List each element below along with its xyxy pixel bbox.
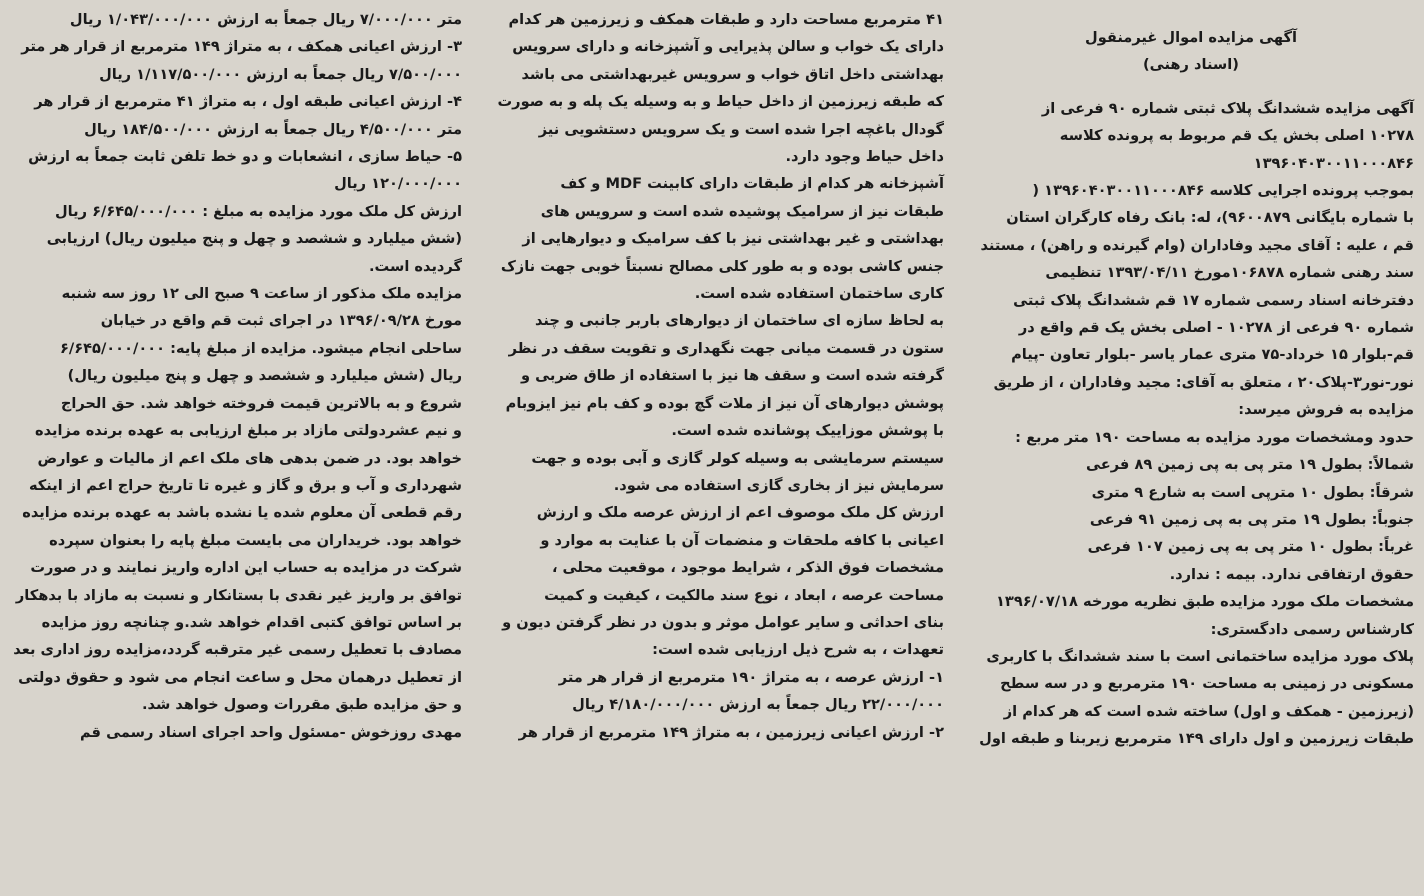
text-line: ۲۲/۰۰۰/۰۰۰ ریال جمعاً به ارزش ۴/۱۸۰/۰۰۰/۰۰۰ ریال (572, 696, 944, 714)
headline-subtitle: (اسناد رهنی) (1143, 56, 1239, 74)
text-line: (زیرزمین - همکف و اول) ساخته شده است که هر کدام از (1003, 702, 1414, 720)
text-line: مشخصات فوق الذکر ، شرایط موجود ، موقعیت محلی ، (551, 559, 944, 577)
text-line: حدود ومشخصات مورد مزایده به مساحت ۱۹۰ متر مربع : (1015, 428, 1414, 446)
column-left (0, 0, 472, 896)
column-middle-body (486, 6, 944, 746)
text-line: از تعطیل درهمان محل و ساعت انجام می شود و حقوق دولتی (18, 668, 462, 686)
text-line: ۱۳۹۶۰۴۰۳۰۰۱۱۰۰۰۸۴۶ (1253, 154, 1414, 172)
text-line: بر اساس توافق کتبی اقدام خواهد شد.و چنانچه روز مزایده (41, 613, 462, 631)
column-right-body (968, 95, 1414, 753)
text-line: متر ۴/۵۰۰/۰۰۰ ریال جمعاً به ارزش ۱۸۴/۵۰۰/۰۰۰ ریال (84, 120, 462, 138)
text-line: دارای یک خواب و سالن پذیرایی و آشپزخانه و دارای سرویس (512, 38, 944, 56)
text-line: ارزش کل ملک مورد مزایده به مبلغ : ۶/۶۴۵/۰۰۰/۰۰۰ ریال (54, 202, 462, 220)
text-line: بهداشتی و غیر بهداشتی نیز با کف سرامیک و دیوارهایی از (522, 230, 944, 248)
text-line: پوشش دیوارهای آن نیز از ملات گچ بوده و کف بام نیز ایزوبام (505, 394, 944, 412)
text-line: شماره ۹۰ فرعی از ۱۰۲۷۸ - اصلی بخش یک قم واقع در (1018, 319, 1414, 337)
text-line: رقم قطعی آن معلوم شده یا نشده باشد به عهده برنده مزایده (22, 504, 462, 522)
text-line: به لحاظ سازه ای ساختمان از دیوارهای باربر جانبی و چند (534, 312, 944, 330)
text-line: غرباً: بطول ۱۰ متر پی به پی زمین ۱۰۷ فرعی (1087, 538, 1414, 556)
text-line: (شش میلیارد و ششصد و چهل و پنج میلیون ریال) ارزیابی (46, 230, 462, 248)
column-left-body (10, 6, 462, 746)
text-line: بهداشتی داخل اتاق خواب و سرویس غیربهداشتی می باشد (521, 65, 944, 83)
text-line: طبقات زیرزمین و اول دارای ۱۴۹ مترمربع زیربنا و طبقه اول (979, 730, 1414, 748)
text-line: داخل حیاط وجود دارد. (785, 148, 944, 166)
text-line: شمالاً: بطول ۱۹ متر پی به پی زمین ۸۹ فرعی (1085, 456, 1414, 474)
text-line: ۲- ارزش اعیانی زیرزمین ، به متراژ ۱۴۹ مترمربع از قرار هر (518, 723, 944, 741)
text-line: شروع و به بالاترین قیمت فروخته خواهد شد. حق الحراج (60, 394, 462, 412)
text-line: جنس کاشی بوده و به طور کلی مصالح نسبتاً خوبی جهت نازک (500, 257, 944, 275)
text-line: ۱۰۲۷۸ اصلی بخش یک قم مربوط به پرونده کلاسه (1059, 127, 1414, 145)
text-line: مزایده به فروش میرسد: (1238, 401, 1414, 419)
text-line: ساحلی انجام میشود. مزایده از مبلغ پایه: ۶/۶۴۵/۰۰۰/۰۰۰ (59, 339, 462, 357)
text-line: مزایده ملک مذکور از ساعت ۹ صبح الی ۱۲ روز سه شنبه (61, 285, 462, 303)
text-line: آشپزخانه هر کدام از طبقات دارای کابینت MDF و کف (560, 175, 944, 193)
text-line: ۳- ارزش اعیانی همکف ، به متراژ ۱۴۹ مترمربع از قرار هر متر (21, 38, 462, 56)
text-line: مهدی روزخوش -مسئول واحد اجرای اسناد رسمی قم (79, 723, 462, 741)
text-line: سیستم سرمایشی به وسیله کولر گازی و آبی بوده و جهت (531, 449, 944, 467)
text-line: خواهد بود. در ضمن بدهی های ملک اعم از مالیات و عوارض (37, 449, 462, 467)
text-line: گودال باغچه اجرا شده است و یک سرویس دستشویی نیز (538, 120, 944, 138)
text-line: بنای احداثی و سایر عوامل موثر و بدون در نظر گرفتن دیون و (502, 613, 944, 631)
text-line: و حق مزایده طبق مقررات وصول خواهد شد. (141, 696, 462, 714)
text-line: پلاک مورد مزایده ساختمانی است با سند ششدانگ با کاربری (986, 647, 1414, 665)
text-line: ۱- ارزش عرصه ، به متراژ ۱۹۰ مترمربع از قرار هر متر (558, 668, 944, 686)
text-line: خواهد بود. خریداران می بایست مبلغ پایه را بعنوان سپرده (49, 531, 462, 549)
text-line: ۴۱ مترمربع مساحت دارد و طبقات همکف و زیرزمین هر کدام (508, 11, 944, 28)
text-line: ریال (شش میلیارد و ششصد و چهل و پنج میلیون ریال) (67, 367, 462, 385)
text-line: ۱۲۰/۰۰۰/۰۰۰ ریال (334, 175, 462, 193)
text-line: ستون در قسمت میانی جهت نگهداری و تقویت سقف در نظر (508, 339, 944, 357)
text-line: قم-بلوار ۱۵ خرداد-۷۵ متری عمار یاسر -بلوار تعاون -پیام (1011, 346, 1414, 364)
text-line: ۵- حیاط سازی ، انشعابات و دو خط تلفن ثابت جمعاً به ارزش (28, 148, 462, 166)
text-line: دفترخانه اسناد رسمی شماره ۱۷ قم ششدانگ پلاک ثبتی (1013, 291, 1414, 309)
text-line: نور-نور۳-پلاک۲۰ ، متعلق به آقای: مجید وفاداران ، از طریق (993, 373, 1414, 391)
text-line: اعیانی با کافه ملحقات و منضمات آن با عنایت به موارد و (540, 531, 944, 549)
text-line: تعهدات ، به شرح ذیل ارزیابی شده است: (652, 641, 944, 659)
text-line: ۷/۵۰۰/۰۰۰ ریال جمعاً به ارزش ۱/۱۱۷/۵۰۰/۰۰۰ ریال (99, 65, 462, 83)
text-line: که طبقه زیرزمین از داخل حیاط و به وسیله یک پله و به صورت (497, 93, 944, 111)
text-line: طبقات نیز از سرامیک پوشیده شده است و سرویس های (540, 202, 944, 220)
headline-block (968, 6, 1414, 95)
text-line: متر ۷/۰۰۰/۰۰۰ ریال جمعاً به ارزش ۱/۰۴۳/۰۰۰/۰۰۰ ریال (69, 11, 462, 28)
text-line: جنوباً: بطول ۱۹ متر پی به پی زمین ۹۱ فرعی (1089, 510, 1414, 528)
text-line: سرمایش نیز از بخاری گازی استفاده می شود. (613, 476, 944, 494)
text-line: توافق بر واریز غیر نقدی با بستانکار و نسبت به مازاد با بدهکار (15, 586, 462, 604)
text-line: مساحت عرصه ، ابعاد ، نوع سند مالکیت ، کیفیت و کمیت (544, 586, 944, 604)
text-line: گرفته شده است و سقف ها نیز با استفاده از طاق ضربی و (520, 367, 944, 385)
text-line: مورخ ۱۳۹۶/۰۹/۲۸ در اجرای ثبت قم واقع در خیابان (100, 312, 462, 330)
column-middle (476, 0, 954, 896)
headline-title: آگهی مزایده اموال غیرمنقول (1085, 29, 1297, 46)
text-line: قم ، علیه : آقای مجید وفاداران (وام گیرنده و راهن) ، مستند (980, 236, 1414, 254)
text-line: با شماره بایگانی ۹۶۰۰۸۷۹)، له: بانک رفاه کارگران استان (1006, 209, 1414, 227)
text-line: ۴- ارزش اعیانی طبقه اول ، به متراژ ۴۱ مترمربع از قرار هر (34, 93, 462, 111)
text-line: با پوشش موزاییک پوشانده شده است. (671, 422, 944, 440)
text-line: کارشناس رسمی دادگستری: (1210, 620, 1414, 638)
text-line: شهرداری و آب و برق و گاز و غیره تا تاریخ حراج اعم از اینکه (28, 476, 462, 494)
text-line: ارزش کل ملک موصوف اعم از ارزش عرصه ملک و ارزش (536, 504, 944, 522)
text-line: شرقاً: بطول ۱۰ مترپی است به شارع ۹ متری (1091, 483, 1414, 501)
text-line: حقوق ارتفاقی ندارد. بیمه : ندارد. (1169, 565, 1414, 583)
text-line: گردیده است. (368, 257, 462, 275)
text-line: سند رهنی شماره ۱۰۶۸۷۸مورخ ۱۳۹۳/۰۴/۱۱ تنظیمی (1045, 264, 1414, 282)
text-line: مشخصات ملک مورد مزایده طبق نظریه مورخه ۱۳۹۶/۰۷/۱۸ (996, 593, 1414, 611)
text-line: آگهی مزایده ششدانگ پلاک ثبتی شماره ۹۰ فرعی از (1041, 99, 1414, 117)
text-line: شرکت در مزایده به حساب این اداره واریز نمایند و در صورت (30, 559, 462, 577)
column-right (958, 0, 1424, 896)
text-line: مسکونی در زمینی به مساحت ۱۹۰ مترمربع و در سه سطح (1000, 675, 1414, 693)
text-line: و نیم عشردولتی مازاد بر مبلغ ارزیابی به عهده برنده مزایده (34, 422, 462, 440)
text-line: مصادف با تعطیل رسمی غیر مترقبه گردد،مزایده روز اداری بعد (13, 641, 462, 659)
text-line: بموجب پرونده اجرایی کلاسه ۱۳۹۶۰۴۰۳۰۰۱۱۰۰۰۸۴۶ ( (1032, 182, 1414, 200)
text-line: کاری ساختمان استفاده شده است. (694, 285, 944, 303)
